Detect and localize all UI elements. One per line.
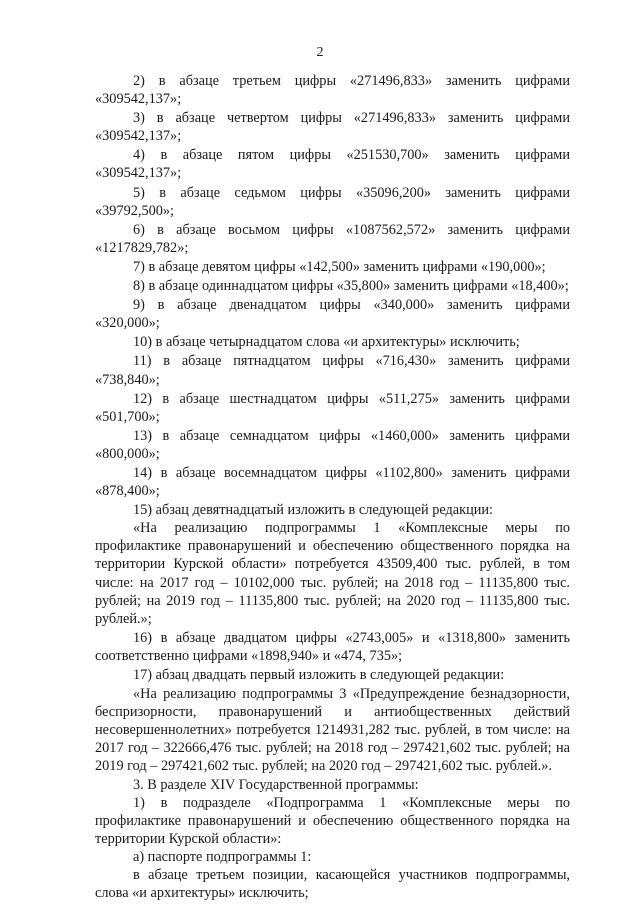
document-body	[95, 72, 570, 902]
paragraph-item-6: 6) в абзаце восьмом цифры «1087562,572» заменить цифрами «1217829,782»;	[95, 221, 570, 256]
paragraph-item-4: 4) в абзаце пятом цифры «251530,700» заменить цифрами «309542,137»;	[95, 147, 570, 182]
subitem-a-text: в абзаце третьем позиции, касающейся участников подпрограммы, слова «и архитектуры» исключить;	[95, 867, 570, 902]
paragraph-item-9: 9) в абзаце двенадцатом цифры «340,000» заменить цифрами «320,000»;	[95, 297, 570, 332]
paragraph-item-3: 3) в абзаце четвертом цифры «271496,833» заменить цифрами «309542,137»;	[95, 110, 570, 145]
paragraph-item-14: 14) в абзаце восемнадцатом цифры «1102,800» заменить цифрами «878,400»;	[95, 464, 570, 500]
section-3-heading: 3. В разделе XIV Государственной программы:	[133, 776, 419, 793]
subsection-1-item: 1) в подразделе «Подпрограмма 1 «Комплексные меры по профилактике правонарушений и обеспечению общественного порядка на территории Курской области»:	[95, 794, 570, 847]
quoted-text-subprogram-1: «На реализацию подпрограммы 1 «Комплексные меры по профилактике правонарушений и обеспечению общественного порядка на территории Курской области» потребуется 43509,400 тыс. рублей, в том числе: на 2017 год – 10102,000 тыс. рублей; на 2018 год – 11135,800 тыс. рублей; на 2019 год – 11135,800 тыс. рублей; на 2020 год – 11135,800 тыс. рублей.»;	[95, 520, 570, 627]
quoted-text-subprogram-3: «На реализацию подпрограммы 3 «Предупреждение безнадзорности, беспризорности, правонарушений и антиобщественных действий несовершеннолетних» потребуется 1214931,282 тыс. рублей, в том числе: на 2017 год – 322666,476 тыс. рублей; на 2018 год – 297421,602 тыс. рублей; на 2019 год – 297421,602 тыс. рублей; на 2020 год – 297421,602 тыс. рублей.».	[95, 686, 570, 775]
paragraph-item-10: 10) в абзаце четырнадцатом слова «и архитектуры» исключить;	[133, 334, 520, 351]
paragraph-item-16: 16) в абзаце двадцатом цифры «2743,005» и «1318,800» заменить соответственно цифрами «1898,940» и «474, 735»;	[95, 629, 570, 664]
paragraph-item-15: 15) абзац девятнадцатый изложить в следующей редакции:	[133, 502, 493, 519]
paragraph-item-2: 2) в абзаце третьем цифры «271496,833» заменить цифрами «309542,137»;	[95, 73, 570, 108]
paragraph-item-12: 12) в абзаце шестнадцатом цифры «511,275» заменить цифрами «501,700»;	[95, 390, 570, 425]
page-number: 2	[316, 45, 324, 60]
subitem-a: а) паспорте подпрограммы 1:	[133, 848, 312, 865]
paragraph-item-17: 17) абзац двадцать первый изложить в следующей редакции:	[133, 667, 505, 683]
paragraph-item-13: 13) в абзаце семнадцатом цифры «1460,000» заменить цифрами «800,000»;	[95, 427, 570, 462]
paragraph-item-7: 7) в абзаце девятом цифры «142,500» заменить цифрами «190,000»;	[133, 258, 546, 275]
paragraph-item-8: 8) в абзаце одиннадцатом цифры «35,800» заменить цифрами «18,400»;	[133, 278, 569, 295]
paragraph-item-11: 11) в абзаце пятнадцатом цифры «716,430» заменить цифрами «738,840»;	[95, 353, 570, 388]
paragraph-item-5: 5) в абзаце седьмом цифры «35096,200» заменить цифрами «39792,500»;	[95, 184, 570, 219]
